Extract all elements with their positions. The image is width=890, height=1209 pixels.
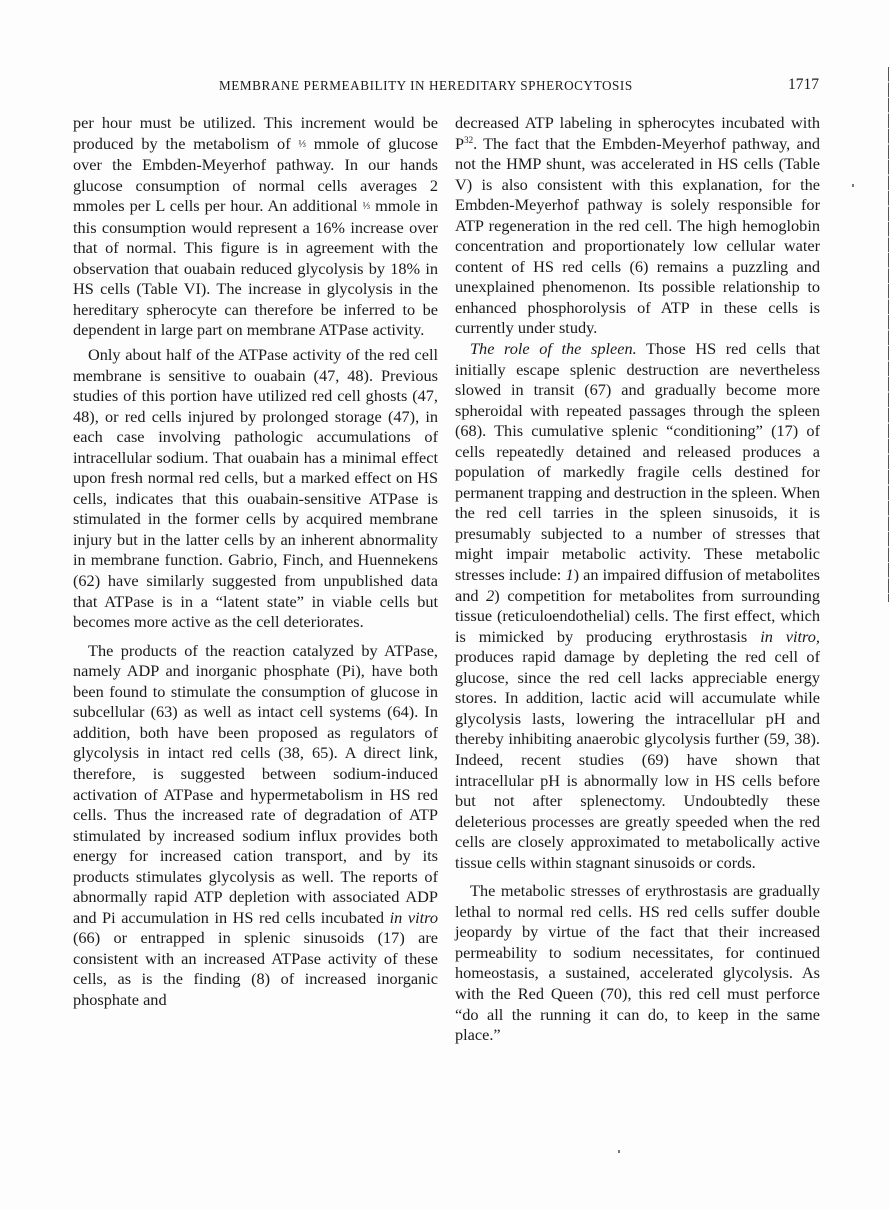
paragraph-role-of-spleen bbox=[455, 339, 820, 873]
text-run: decreased ATP labeling in spherocytes incubated with P bbox=[455, 113, 820, 153]
paragraph-continued bbox=[73, 113, 438, 341]
text-run: The products of the reaction catalyzed by ATPase, namely ADP and inorganic phosphate (Pi), have both been found to stimulate the consumption of glucose in subcellular (63) as well as intact cell systems (64). In addition, both have been proposed as regulators of glycolysis in intact red cells (38, 65). A direct link, therefore, is suggested between sodium-induced activation of ATPase and hypermetabolism in HS red cells. Thus the increased rate of degradation of ATP stimulated by increased sodium influx provides both energy for increased cation transport, and by its products stimulates glycolysis as well. The reports of abnormally rapid ATP depletion with associated ADP and Pi accumulation in HS red cells incubated bbox=[73, 640, 438, 927]
fraction-one-third: ⅓ bbox=[362, 201, 371, 213]
text-run: per hour must be utilized. This increment would be produced by the metabolism of bbox=[73, 113, 438, 153]
text-run: ) an impaired diffusion of metabolites and bbox=[455, 565, 821, 605]
italic-in-vitro: in vitro bbox=[389, 907, 438, 927]
page-number: 1717 bbox=[788, 76, 819, 93]
paragraph-reaction-products bbox=[73, 641, 438, 1011]
list-number-1: 1 bbox=[565, 565, 574, 585]
paragraph-metabolic-stresses: The metabolic stresses of erythrostasis are gradually lethal to normal red cells. HS red cells suffer double jeopardy by virtue of the fact that their increased permeability to sodium necessitates, for continued homeostasis, a sustained, accelerated glycolysis. As with the Red Queen (70), this red cell must perforce “do all the running it can do, to keep in the same place.” bbox=[455, 881, 820, 1045]
text-run: produces rapid damage by depleting the red cell of glucose, since the red cell lacks appreciable energy stores. In addition, lactic acid will accumulate while glycolysis lasts, lowering the intracellular pH and thereby inhibiting anaerobic glycolysis further (59, 38). Indeed, recent studies (69) have shown that intracellular pH is abnormally low in HS cells before but not after splenectomy. Undoubtedly these deleterious processes are greatly speeded when the red cells are closely approximated to metabolically active tissue cells within stagnant sinusoids or cords. bbox=[455, 647, 820, 872]
text-run: (66) or entrapped in splenic sinusoids (17) are consistent with an increased ATPase activity of these cells, as is the finding (8) of increased inorganic phosphate and bbox=[73, 928, 438, 1009]
left-column bbox=[73, 113, 438, 1011]
section-heading-role-of-spleen: The role of the spleen. bbox=[470, 339, 637, 359]
superscript-32: 32 bbox=[464, 134, 474, 145]
fraction-one-third: ⅓ bbox=[298, 138, 306, 150]
running-head bbox=[219, 78, 819, 98]
italic-in-vitro: in vitro, bbox=[760, 626, 820, 646]
scan-edge-line bbox=[888, 67, 889, 602]
text-run: ) competition for metabolites from surrounding tissue (reticuloendothelial) cells. The first effect, which is mimicked by producing erythrostasis bbox=[455, 585, 821, 646]
paragraph-atpase-activity: Only about half of the ATPase activity of the red cell membrane is sensitive to ouabain (47, 48). Previous studies of this portion have utilized red cell ghosts (47, 48), or red cells injured by prolonged storage (47), in each case involving pathologic accumulations of intracellular sodium. That ouabain has a minimal effect upon fresh normal red cells, but a marked effect on HS cells, indicates that this ouabain-sensitive ATPase is stimulated in the former cells by acquired membrane injury but in the latter cells by an inherent abnormality in membrane function. Gabrio, Finch, and Huennekens (62) have similarly suggested from unpublished data that ATPase is in a “latent state” in viable cells but becomes more active as the cell deteriorates. bbox=[73, 345, 438, 632]
text-run: . The fact that the Embden-Meyerhof pathway, and not the HMP shunt, was accelerated in HS cells (Table V) is also consistent with this explanation, for the Embden-Meyerhof pathway is solely responsible for ATP regeneration in the red cell. The high hemoglobin concentration and proportionately low cellular water content of HS red cells (6) remains a puzzling and unexplained phenomenon. Its possible relationship to enhanced phosphorolysis of ATP in these cells is currently under study. bbox=[455, 133, 820, 338]
scan-speck bbox=[618, 1150, 620, 1153]
text-run: mmole in this consumption would represent a 16% increase over that of normal. This figure is in agreement with the observation that ouabain reduced glycolysis by 18% in HS cells (Table VI). The increase in glycolysis in the hereditary spherocyte can therefore be inferred to be dependent in large part on membrane ATPase activity. bbox=[73, 196, 438, 340]
list-number-2: 2 bbox=[486, 585, 495, 605]
running-head-title: MEMBRANE PERMEABILITY IN HEREDITARY SPHEROCYTOSIS bbox=[219, 78, 633, 93]
text-run: mmole of glucose over the Embden-Meyerhof pathway. In our hands glucose consumption of normal cells averages 2 mmoles per L cells per hour. An additional bbox=[73, 133, 438, 216]
scan-speck bbox=[852, 184, 854, 187]
right-column bbox=[455, 113, 820, 1046]
text-run: Those HS red cells that initially escape splenic destruction are nevertheless slowed in transit (67) and gradually become more spheroidal with repeated passages through the spleen (68). This cumulative splenic “conditioning” (17) of cells repeatedly detained and released produces a population of markedly fragile cells destined for permanent trapping and destruction in the spleen. When the red cell tarries in the spleen sinusoids, it is presumably subjected to a number of stresses that might impair metabolic activity. These metabolic stresses include: bbox=[455, 339, 820, 585]
paragraph-continued bbox=[455, 113, 820, 339]
